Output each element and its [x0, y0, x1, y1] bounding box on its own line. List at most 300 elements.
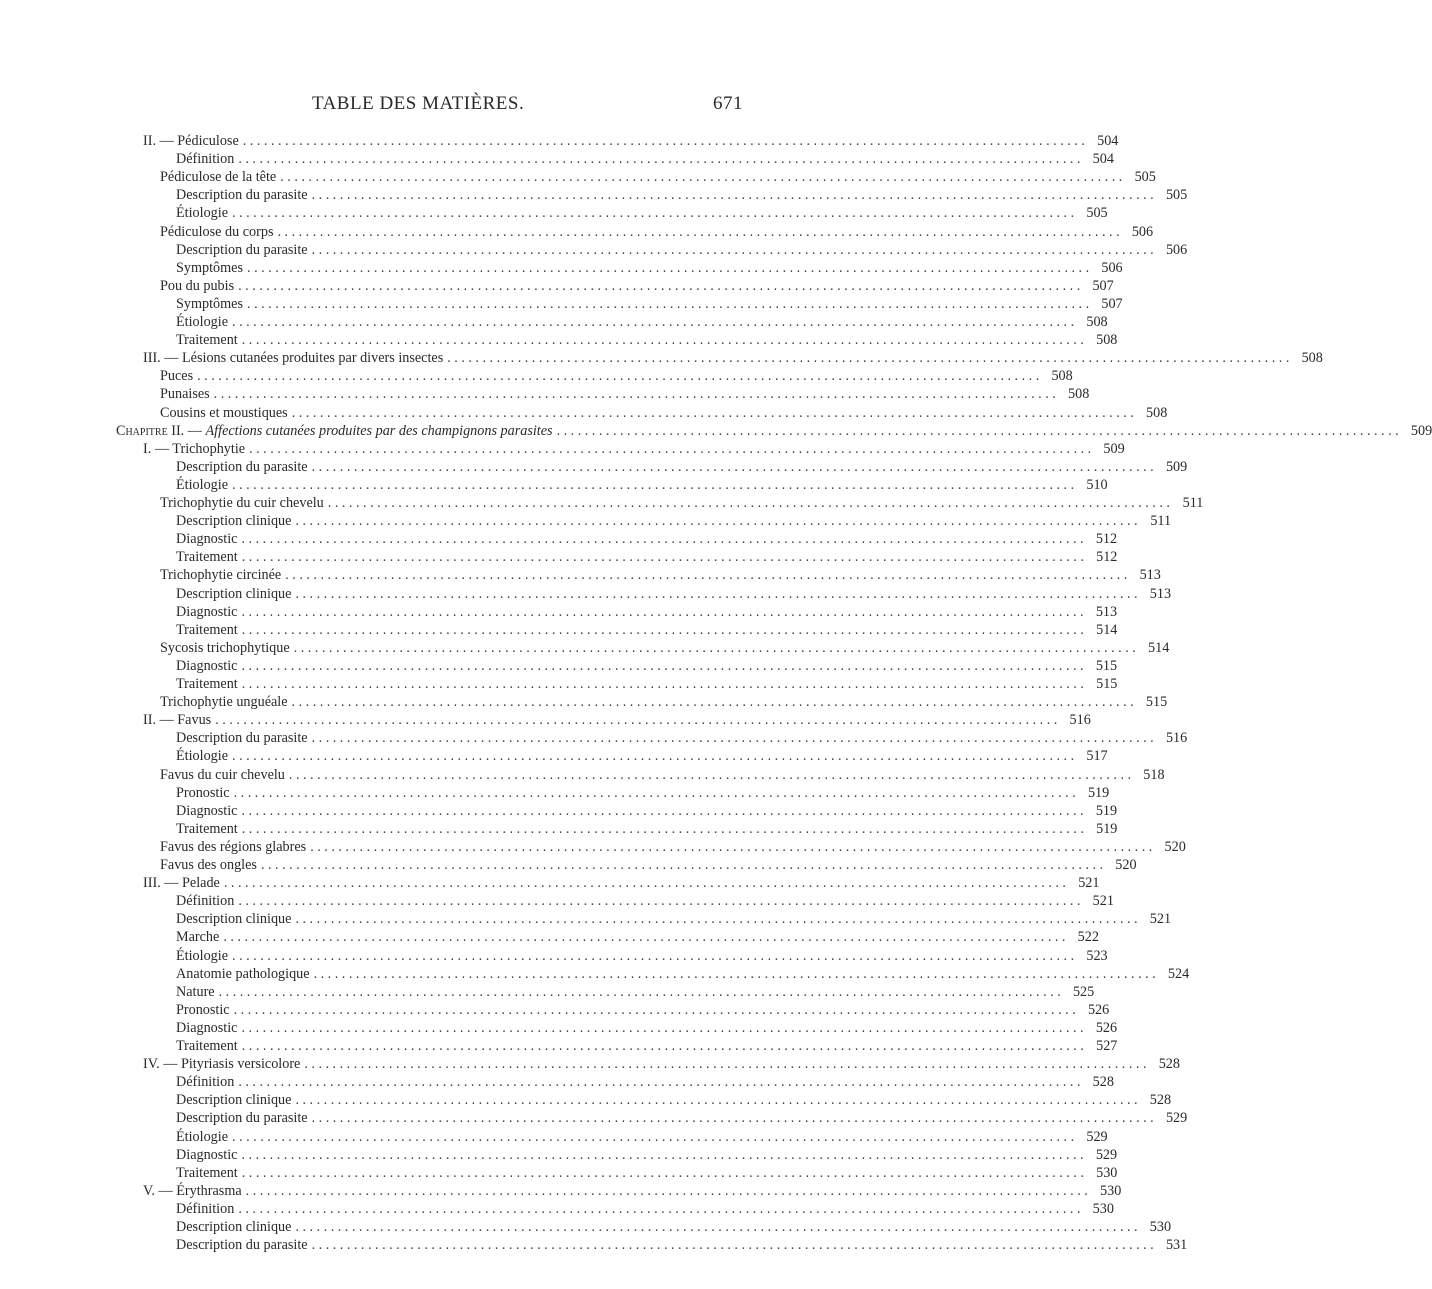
dot-leader: ........................................................................................................................	[238, 893, 1084, 909]
toc-entry-text: Description du parasite	[176, 187, 308, 203]
toc-entry	[176, 458, 1188, 476]
toc-entry-text: Punaises	[160, 386, 210, 402]
dot-leader: ........................................................................................................................	[241, 1147, 1088, 1163]
dot-leader: ........................................................................................................................	[245, 1183, 1092, 1199]
toc-entry-label	[160, 277, 234, 295]
toc-entry-text: Pédiculose	[177, 133, 239, 149]
toc-entry-label	[143, 349, 443, 367]
toc-entry-page: 506	[1131, 224, 1154, 240]
toc-entry	[176, 313, 1108, 331]
page-header	[0, 93, 800, 117]
toc-entry	[176, 1001, 1110, 1019]
toc-entry-text: Traitement	[176, 1165, 238, 1181]
toc-entry-label	[143, 132, 239, 150]
toc-entry	[176, 747, 1108, 765]
toc-entry-label	[160, 766, 285, 784]
dot-leader: ........................................................................................................................	[288, 767, 1135, 783]
dot-leader: ........................................................................................................................	[295, 586, 1142, 602]
dot-leader: ........................................................................................................................	[277, 224, 1124, 240]
toc-entry-text: Définition	[176, 151, 235, 167]
toc-entry-page: 510	[1086, 477, 1108, 493]
toc-entry-text: Pronostic	[176, 785, 230, 801]
toc-entry-label	[160, 168, 276, 186]
toc-entry-text: Description du parasite	[176, 730, 308, 746]
dot-leader: ........................................................................................................................	[311, 242, 1158, 258]
toc-entry-text: Puces	[160, 368, 194, 384]
toc-entry-page: 531	[1165, 1237, 1188, 1253]
toc-entry-label	[176, 1146, 237, 1164]
dot-leader: ........................................................................................................................	[232, 314, 1078, 330]
toc-entry-page: 507	[1101, 296, 1123, 312]
toc-entry-text: Symptômes	[176, 260, 244, 276]
toc-entry-page: 525	[1072, 984, 1095, 1000]
toc-entry-prefix: Chapitre II. —	[116, 423, 206, 439]
toc-entry-label	[176, 675, 238, 693]
toc-entry-page: 530	[1100, 1183, 1122, 1199]
dot-leader: ........................................................................................................................	[197, 368, 1043, 384]
toc-entry-label	[176, 603, 237, 621]
toc-entry-page: 519	[1096, 821, 1118, 837]
toc-entry-label	[176, 947, 228, 965]
toc-entry-page: 526	[1087, 1002, 1110, 1018]
dot-leader: ........................................................................................................................	[311, 459, 1158, 475]
dot-leader: ........................................................................................................................	[232, 748, 1078, 764]
dot-leader: ........................................................................................................................	[241, 821, 1088, 837]
toc-entry-page: 513	[1095, 604, 1118, 620]
toc-entry	[176, 204, 1108, 222]
toc-entry-page: 504	[1092, 151, 1114, 167]
toc-entry-label	[143, 1055, 300, 1073]
toc-entry-label	[143, 874, 220, 892]
toc-entry-page: 528	[1092, 1074, 1114, 1090]
dot-leader: ........................................................................................................................	[313, 966, 1160, 982]
toc-entry-text: Pityriasis versicolore	[180, 1056, 301, 1072]
toc-entry-text: Diagnostic	[176, 658, 238, 674]
toc-entry-page: 508	[1051, 368, 1073, 384]
toc-entry-label	[143, 440, 245, 458]
toc-entry-page: 515	[1096, 676, 1118, 692]
toc-entry-label	[176, 928, 219, 946]
dot-leader: ........................................................................................................................	[295, 513, 1142, 529]
toc-entry-page: 506	[1101, 260, 1123, 276]
toc-entry-label	[176, 1091, 291, 1109]
toc-entry-label	[143, 711, 211, 729]
dot-leader: ........................................................................................................................	[241, 604, 1088, 620]
toc-entry-page: 529	[1095, 1147, 1118, 1163]
toc-entry-label	[176, 585, 291, 603]
toc-entry-text: Description du parasite	[176, 1110, 308, 1126]
toc-entry-page: 505	[1134, 169, 1156, 185]
dot-leader: ........................................................................................................................	[327, 495, 1174, 511]
toc-entry-text: Pronostic	[176, 1002, 230, 1018]
toc-entry-label	[116, 422, 553, 440]
page-title: TABLE DES MATIÈRES.	[312, 93, 525, 114]
toc-entry-label	[176, 1218, 291, 1236]
toc-entry-text: Traitement	[176, 332, 238, 348]
toc-entry-label	[160, 693, 288, 711]
toc-entry-label	[176, 241, 308, 259]
toc-entry	[176, 241, 1188, 259]
toc-entry	[176, 585, 1172, 603]
toc-entry	[160, 223, 1154, 241]
toc-entry	[176, 820, 1118, 838]
toc-entry-text: Pédiculose du corps	[160, 224, 274, 240]
toc-entry-text: Étiologie	[176, 205, 229, 221]
dot-leader: ........................................................................................................................	[223, 929, 1069, 945]
toc-entry	[143, 349, 1323, 367]
toc-entry	[160, 277, 1114, 295]
toc-entry	[176, 512, 1172, 530]
dot-leader: ........................................................................................................................	[241, 549, 1088, 565]
toc-entry	[176, 331, 1118, 349]
toc-entry	[176, 1200, 1114, 1218]
toc-entry-text: Pelade	[182, 875, 220, 891]
toc-entry-label	[176, 729, 308, 747]
toc-entry-text: Favus	[177, 712, 212, 728]
toc-entry	[176, 1164, 1118, 1182]
dot-leader: ........................................................................................................................	[285, 567, 1131, 583]
toc-entry-label	[160, 385, 210, 403]
toc-entry	[176, 729, 1188, 747]
dot-leader: ........................................................................................................................	[311, 730, 1158, 746]
toc-entry	[176, 675, 1118, 693]
toc-entry	[176, 186, 1188, 204]
toc-entry	[176, 259, 1123, 277]
toc-entry-text: Étiologie	[176, 477, 229, 493]
page-number: 671	[713, 93, 743, 114]
toc-entry-page: 504	[1097, 133, 1119, 149]
toc-entry-text: Pou du pubis	[160, 278, 235, 294]
toc-entry-label	[176, 295, 243, 313]
toc-entry-page: 528	[1158, 1056, 1180, 1072]
toc-entry-text: Trichophytie circinée	[160, 567, 282, 583]
dot-leader: ........................................................................................................................	[232, 477, 1078, 493]
toc-entry	[176, 603, 1118, 621]
toc-entry-page: 523	[1086, 948, 1108, 964]
dot-leader: ........................................................................................................................	[556, 423, 1403, 439]
toc-entry	[176, 983, 1095, 1001]
dot-leader: ........................................................................................................................	[238, 151, 1084, 167]
toc-entry	[176, 1218, 1172, 1236]
dot-leader: ........................................................................................................................	[295, 1219, 1142, 1235]
toc-entry-page: 514	[1148, 640, 1170, 656]
toc-entry	[176, 1236, 1188, 1254]
toc-entry	[176, 621, 1118, 639]
toc-entry-prefix: I. —	[143, 441, 173, 457]
toc-entry-label	[176, 1019, 237, 1037]
toc-entry	[176, 1109, 1188, 1127]
toc-entry	[176, 947, 1108, 965]
dot-leader: ........................................................................................................................	[295, 1092, 1142, 1108]
dot-leader: ........................................................................................................................	[241, 1165, 1088, 1181]
toc-entry-page: 519	[1087, 785, 1110, 801]
toc-entry-text: Diagnostic	[176, 1147, 238, 1163]
dot-leader: ........................................................................................................................	[280, 169, 1126, 185]
toc-entry-text: Diagnostic	[176, 803, 238, 819]
toc-entry-label	[176, 621, 238, 639]
toc-entry-text: Traitement	[176, 549, 238, 565]
toc-entry-label	[160, 566, 281, 584]
toc-entry-label	[176, 1109, 308, 1127]
dot-leader: ........................................................................................................................	[232, 1129, 1078, 1145]
toc-entry-page: 507	[1092, 278, 1114, 294]
toc-entry-label	[176, 784, 230, 802]
toc-entry-prefix: III. —	[143, 875, 183, 891]
dot-leader: ........................................................................................................................	[241, 1038, 1088, 1054]
dot-leader: ........................................................................................................................	[238, 278, 1084, 294]
dot-leader: ........................................................................................................................	[218, 984, 1065, 1000]
dot-leader: ........................................................................................................................	[247, 296, 1093, 312]
dot-leader: ........................................................................................................................	[241, 803, 1088, 819]
dot-leader: ........................................................................................................................	[291, 694, 1138, 710]
dot-leader: ........................................................................................................................	[249, 441, 1095, 457]
toc-entry	[143, 440, 1125, 458]
toc-entry-page: 530	[1149, 1219, 1172, 1235]
toc-entry-prefix: V. —	[143, 1183, 177, 1199]
toc-entry-text: Définition	[176, 893, 235, 909]
dot-leader: ........................................................................................................................	[232, 205, 1078, 221]
toc-entry-page: 524	[1167, 966, 1190, 982]
toc-entry	[176, 1073, 1114, 1091]
toc-entry-label	[176, 476, 228, 494]
toc-entry-text: Diagnostic	[176, 1020, 238, 1036]
toc-entry-page: 522	[1077, 929, 1099, 945]
toc-entry	[176, 476, 1108, 494]
toc-entry-label	[160, 494, 324, 512]
toc-entry-page: 508	[1068, 386, 1090, 402]
toc-entry-label	[143, 1182, 242, 1200]
toc-entry-label	[160, 223, 273, 241]
toc-entry-text: Diagnostic	[176, 531, 238, 547]
toc-entry	[160, 693, 1168, 711]
toc-entry	[143, 711, 1091, 729]
toc-entry	[176, 1019, 1118, 1037]
toc-entry-text: Favus des régions glabres	[160, 839, 307, 855]
toc-entry-text: Marche	[176, 929, 220, 945]
toc-entry-label	[176, 204, 228, 222]
toc-entry-text: Symptômes	[176, 296, 244, 312]
toc-entry-label	[176, 530, 237, 548]
dot-leader: ........................................................................................................................	[223, 875, 1070, 891]
toc-entry-text: Description du parasite	[176, 1237, 308, 1253]
toc-entry-page: 520	[1164, 839, 1186, 855]
toc-entry-page: 505	[1086, 205, 1108, 221]
dot-leader: ........................................................................................................................	[233, 1002, 1080, 1018]
toc-entry-page: 509	[1410, 423, 1432, 439]
toc-entry-text: Traitement	[176, 821, 238, 837]
toc-entry-label	[176, 1200, 234, 1218]
toc-entry-label	[176, 150, 234, 168]
toc-entry-label	[160, 404, 288, 422]
toc-entry	[143, 1182, 1122, 1200]
toc-entry	[143, 874, 1100, 892]
dot-leader: ........................................................................................................................	[247, 260, 1093, 276]
toc-entry	[176, 1091, 1172, 1109]
toc-entry-page: 509	[1165, 459, 1188, 475]
toc-entry-text: Étiologie	[176, 748, 229, 764]
toc-entry-label	[176, 657, 237, 675]
toc-entry-label	[176, 313, 228, 331]
toc-entry-text: Traitement	[176, 1038, 238, 1054]
dot-leader: ........................................................................................................................	[311, 1237, 1158, 1253]
toc-entry	[176, 1128, 1108, 1146]
toc-entry-label	[176, 1164, 238, 1182]
dot-leader: ........................................................................................................................	[242, 133, 1089, 149]
toc-entry-text: Définition	[176, 1074, 235, 1090]
toc-entry-page: 508	[1096, 332, 1118, 348]
dot-leader: ........................................................................................................................	[311, 187, 1158, 203]
toc-entry-prefix: III. —	[143, 350, 183, 366]
toc-entry	[160, 838, 1186, 856]
dot-leader: ........................................................................................................................	[241, 332, 1088, 348]
toc-entry-text: Trichophytie	[172, 441, 246, 457]
toc-entry-prefix: II. —	[143, 712, 178, 728]
toc-entry-text: Favus des ongles	[160, 857, 257, 873]
toc-entry-label	[176, 802, 237, 820]
toc-entry-page: 506	[1165, 242, 1188, 258]
toc-entry	[176, 928, 1099, 946]
toc-entry-label	[176, 747, 228, 765]
toc-entry-page: 520	[1115, 857, 1137, 873]
toc-entry-text: Cousins et moustiques	[160, 405, 288, 421]
dot-leader: ........................................................................................................................	[238, 1201, 1084, 1217]
toc-entry-page: 528	[1149, 1092, 1172, 1108]
toc-entry-text: Pédiculose de la tête	[160, 169, 277, 185]
toc-entry	[160, 494, 1204, 512]
toc-entry-label	[160, 838, 306, 856]
toc-entry-label	[176, 983, 215, 1001]
toc-entry-text: Description clinique	[176, 911, 292, 927]
toc-entry-page: 511	[1150, 513, 1172, 529]
toc-entry-text: Affections cutanées produites par des champignons parasites	[205, 423, 553, 439]
toc-entry-label	[176, 259, 243, 277]
toc-entry-page: 512	[1095, 531, 1118, 547]
toc-entry-text: Description du parasite	[176, 459, 308, 475]
toc-entry-label	[176, 1037, 238, 1055]
toc-entry-label	[176, 910, 291, 928]
toc-entry-label	[176, 820, 238, 838]
toc-entry-page: 530	[1096, 1165, 1118, 1181]
dot-leader: ........................................................................................................................	[291, 405, 1138, 421]
toc-entry	[116, 422, 1432, 440]
toc-entry	[176, 892, 1114, 910]
toc-entry-label	[176, 965, 310, 983]
toc-entry-label	[160, 367, 193, 385]
toc-entry	[176, 295, 1123, 313]
toc-entry	[160, 566, 1161, 584]
toc-entry-text: Description clinique	[176, 1092, 292, 1108]
toc-entry-label	[176, 331, 238, 349]
toc-entry-label	[160, 856, 257, 874]
dot-leader: ........................................................................................................................	[238, 1074, 1084, 1090]
toc-entry-text: Lésions cutanées produites par divers insectes	[182, 350, 444, 366]
dot-leader: ........................................................................................................................	[310, 839, 1156, 855]
toc-entry	[160, 367, 1073, 385]
toc-entry-page: 512	[1096, 549, 1118, 565]
dot-leader: ........................................................................................................................	[232, 948, 1078, 964]
dot-leader: ........................................................................................................................	[241, 658, 1088, 674]
toc-entry-page: 519	[1095, 803, 1118, 819]
toc-entry-page: 529	[1086, 1129, 1108, 1145]
toc-entry-label	[176, 512, 291, 530]
toc-entry-text: Érythrasma	[176, 1183, 242, 1199]
dot-leader: ........................................................................................................................	[233, 785, 1080, 801]
toc-entry-page: 508	[1086, 314, 1108, 330]
toc-entry	[176, 548, 1118, 566]
dot-leader: ........................................................................................................................	[241, 622, 1088, 638]
toc-entry	[176, 1146, 1118, 1164]
toc-entry	[143, 1055, 1180, 1073]
toc-entry-text: Diagnostic	[176, 604, 238, 620]
toc-entry-page: 516	[1069, 712, 1091, 728]
toc-entry-page: 515	[1095, 658, 1118, 674]
toc-entry-label	[160, 639, 290, 657]
toc-entry-text: Description clinique	[176, 513, 292, 529]
toc-entry	[176, 910, 1172, 928]
toc-entry-text: Sycosis trichophytique	[160, 640, 290, 656]
toc-entry-text: Trichophytie du cuir chevelu	[160, 495, 324, 511]
toc-entry	[176, 530, 1118, 548]
toc-entry-page: 515	[1145, 694, 1168, 710]
toc-entry-label	[176, 1128, 228, 1146]
toc-entry-page: 517	[1086, 748, 1108, 764]
toc-entry	[176, 965, 1190, 983]
dot-leader: ........................................................................................................................	[447, 350, 1293, 366]
toc-entry	[176, 802, 1118, 820]
toc-entry-page: 521	[1092, 893, 1114, 909]
toc-entry	[176, 657, 1118, 675]
toc-entry-page: 511	[1182, 495, 1204, 511]
toc-entry-page: 508	[1301, 350, 1323, 366]
toc-entry	[176, 784, 1110, 802]
dot-leader: ........................................................................................................................	[241, 1020, 1088, 1036]
toc-entry	[160, 404, 1168, 422]
toc-entry	[160, 856, 1137, 874]
toc-entry-text: Nature	[176, 984, 215, 1000]
dot-leader: ........................................................................................................................	[213, 386, 1060, 402]
toc-entry	[143, 132, 1119, 150]
toc-entry-label	[176, 458, 308, 476]
toc-entry	[176, 150, 1114, 168]
toc-entry-text: Anatomie pathologique	[176, 966, 310, 982]
toc-entry-label	[176, 186, 308, 204]
toc-entry-page: 513	[1149, 586, 1172, 602]
toc-entry-page: 526	[1095, 1020, 1118, 1036]
toc-entry-text: Définition	[176, 1201, 235, 1217]
toc-entry-text: Description du parasite	[176, 242, 308, 258]
toc-entry-prefix: IV. —	[143, 1056, 181, 1072]
toc-entry	[176, 1037, 1118, 1055]
toc-entry-text: Description clinique	[176, 1219, 292, 1235]
toc-entry-page: 509	[1103, 441, 1125, 457]
toc-entry-page: 527	[1096, 1038, 1118, 1054]
dot-leader: ........................................................................................................................	[215, 712, 1061, 728]
toc-entry-page: 513	[1139, 567, 1161, 583]
dot-leader: ........................................................................................................................	[311, 1110, 1158, 1126]
toc-entry	[160, 766, 1165, 784]
toc-entry-text: Étiologie	[176, 1129, 229, 1145]
toc-entry-label	[176, 892, 234, 910]
toc-entry-page: 518	[1143, 767, 1165, 783]
dot-leader: ........................................................................................................................	[295, 911, 1142, 927]
toc-entry-page: 508	[1146, 405, 1168, 421]
dot-leader: ........................................................................................................................	[241, 676, 1088, 692]
toc-entry-page: 521	[1149, 911, 1172, 927]
dot-leader: ........................................................................................................................	[260, 857, 1107, 873]
toc-entry-text: Favus du cuir chevelu	[160, 767, 285, 783]
toc-entry-label	[176, 548, 238, 566]
toc-entry-prefix: II. —	[143, 133, 178, 149]
